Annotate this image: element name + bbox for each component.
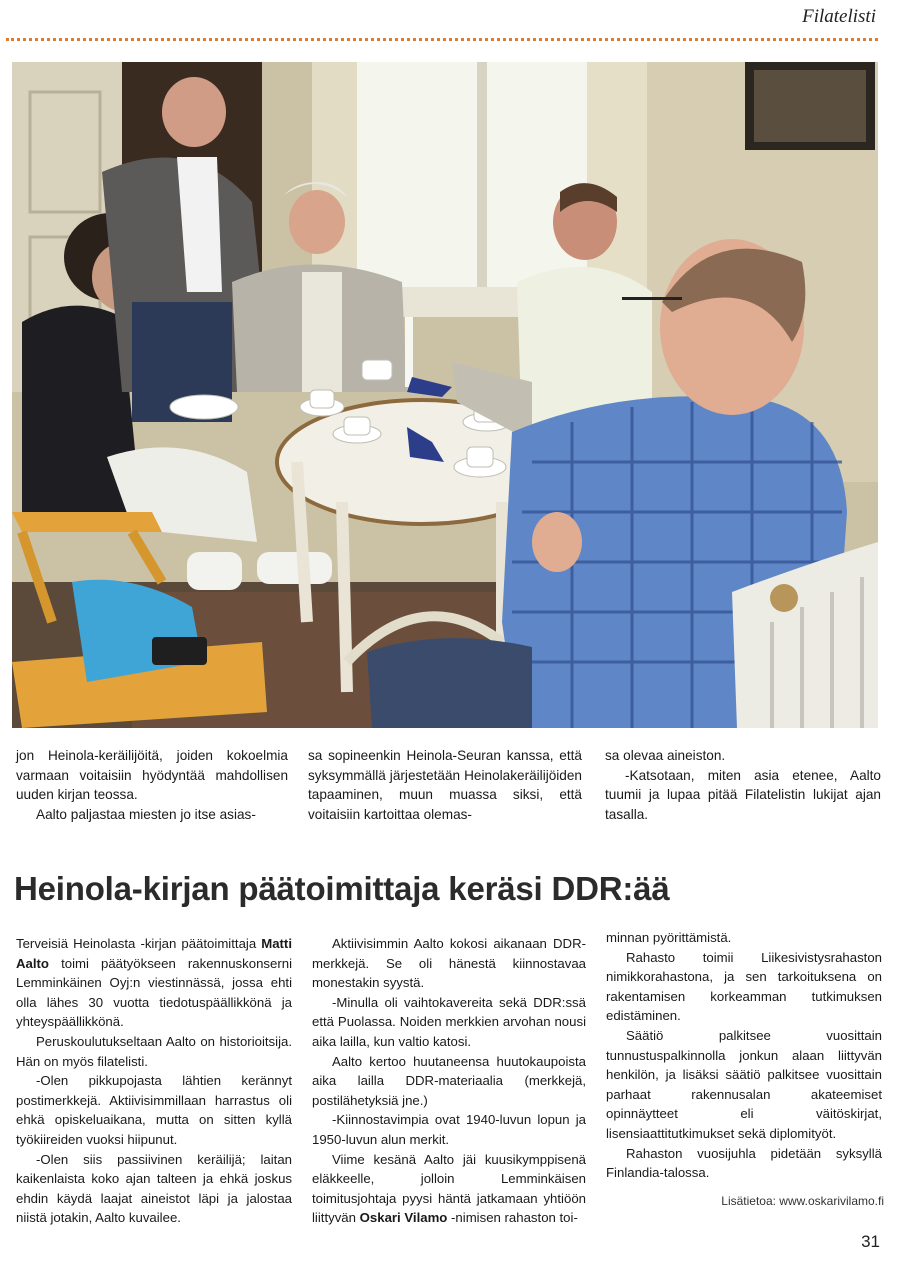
- intro-column-3: [605, 746, 881, 824]
- paragraph: -Olen pikkupojasta lähtien kerännyt postimerkkejä. Aktiivisimmillaan harrastus oli ehkä opiskeluaikana, mutta on sitten kyllä työkiireiden vuoksi hiipunut.: [16, 1073, 292, 1147]
- paragraph: jon Heinola-keräilijöitä, joiden kokoelmia varmaan voitaisiin hyödyntää mahdollisen uuden kirjan teossa.: [16, 748, 288, 803]
- paragraph: -Minulla oli vaihtokavereita sekä DDR:ssä että Puolassa. Noiden merkkien arvohan nousi aika lailla, kun valtio katosi.: [312, 994, 586, 1049]
- paragraph: minnan pyörittämistä.: [606, 930, 732, 945]
- paragraph: -Katsotaan, miten asia etenee, Aalto tuumii ja lupaa pitää Filatelistin lukijat ajan tasalla.: [605, 767, 881, 822]
- paragraph: Terveisiä Heinolasta -kirjan päätoimittaja Matti Aalto toimi päätyökseen rakennuskonserni Lemminkäinen Oyj:n viestinnässä, jossa ehti olla lähes 30 vuotta tiedotuspäällikkönä ja yhteyspäällikkönä.: [16, 936, 292, 1030]
- paragraph: Rahasto toimii Liikesivistysrahaston nimikkorahastona, ja sen tarkoituksena on rakentamisen korkeamman tutkimuksen edistäminen.: [606, 949, 882, 1024]
- paragraph: Aktiivisimmin Aalto kokosi aikanaan DDR-merkkejä. Se oli hänestä kiinnostavaa monestakin syystä.: [312, 936, 586, 991]
- article-column-1: [16, 934, 292, 1228]
- article-photo: [12, 62, 878, 728]
- page-number: 31: [861, 1232, 880, 1251]
- paragraph: Säätiö palkitsee vuosittain tunnustuspalkinnolla jonkun alaan liittyvän henkilön, ja lisäksi säätiö palkitsee vuosittain parhaat rakennusalan akateemiset opinnäytteet eli väitöskirjat, lisensiaattitutkimukset sekä diplomityöt.: [606, 1027, 882, 1141]
- person-name: Matti Aalto: [16, 936, 292, 971]
- paragraph: Aalto paljastaa miesten jo itse asias-: [36, 806, 256, 822]
- paragraph: Peruskoulutukseltaan Aalto on historioitsija. Hän on myös filatelisti.: [16, 1033, 292, 1069]
- paragraph: Aalto kertoo huutaneensa huutokaupoista aika lailla DDR-materiaalia (merkkejä, postilähetyksiä jne.): [312, 1053, 586, 1108]
- paragraph: -Kiinnostavimpia ovat 1940-luvun lopun ja 1950-luvun alun merkit.: [312, 1112, 586, 1147]
- intro-column-2: [308, 746, 582, 824]
- paragraph: Rahaston vuosijuhla pidetään syksyllä Finlandia-talossa.: [606, 1145, 882, 1181]
- paragraph: Viime kesänä Aalto jäi kuusikymppisenä eläkkeelle, jolloin Lemminkäisen toimitusjohtaja pyysi häntä jatkamaan yhtiöön liittyvän Oskari Vilamo -nimisen rahaston toi-: [312, 1151, 586, 1226]
- intro-column-1: [16, 746, 288, 824]
- more-info-link[interactable]: Lisätietoa: www.oskarivilamo.fi: [721, 1194, 884, 1208]
- paragraph: -Olen siis passiivinen keräilijä; laitan kaikenlaista koko ajan talteen ja ehkä joskus ehdin käydä laajat aineistot läpi ja jalostaa niistä jotakin, Aalto kuvailee.: [16, 1151, 292, 1226]
- paragraph: sa sopineenkin Heinola-Seuran kanssa, että syksymmällä järjestetään Heinolakeräilijöiden tapaaminen, muun muassa siksi, että voitaisiin kartoittaa olemas-: [308, 748, 582, 822]
- article-column-2: [312, 934, 586, 1228]
- paragraph: sa olevaa aineiston.: [605, 748, 726, 763]
- person-name: Oskari Vilamo: [359, 1210, 448, 1226]
- article-headline: Heinola-kirjan päätoimittaja keräsi DDR:ää: [14, 870, 670, 907]
- section-title: Filatelisti: [802, 6, 876, 27]
- dotted-divider: [6, 38, 878, 41]
- article-column-3: [606, 928, 882, 1183]
